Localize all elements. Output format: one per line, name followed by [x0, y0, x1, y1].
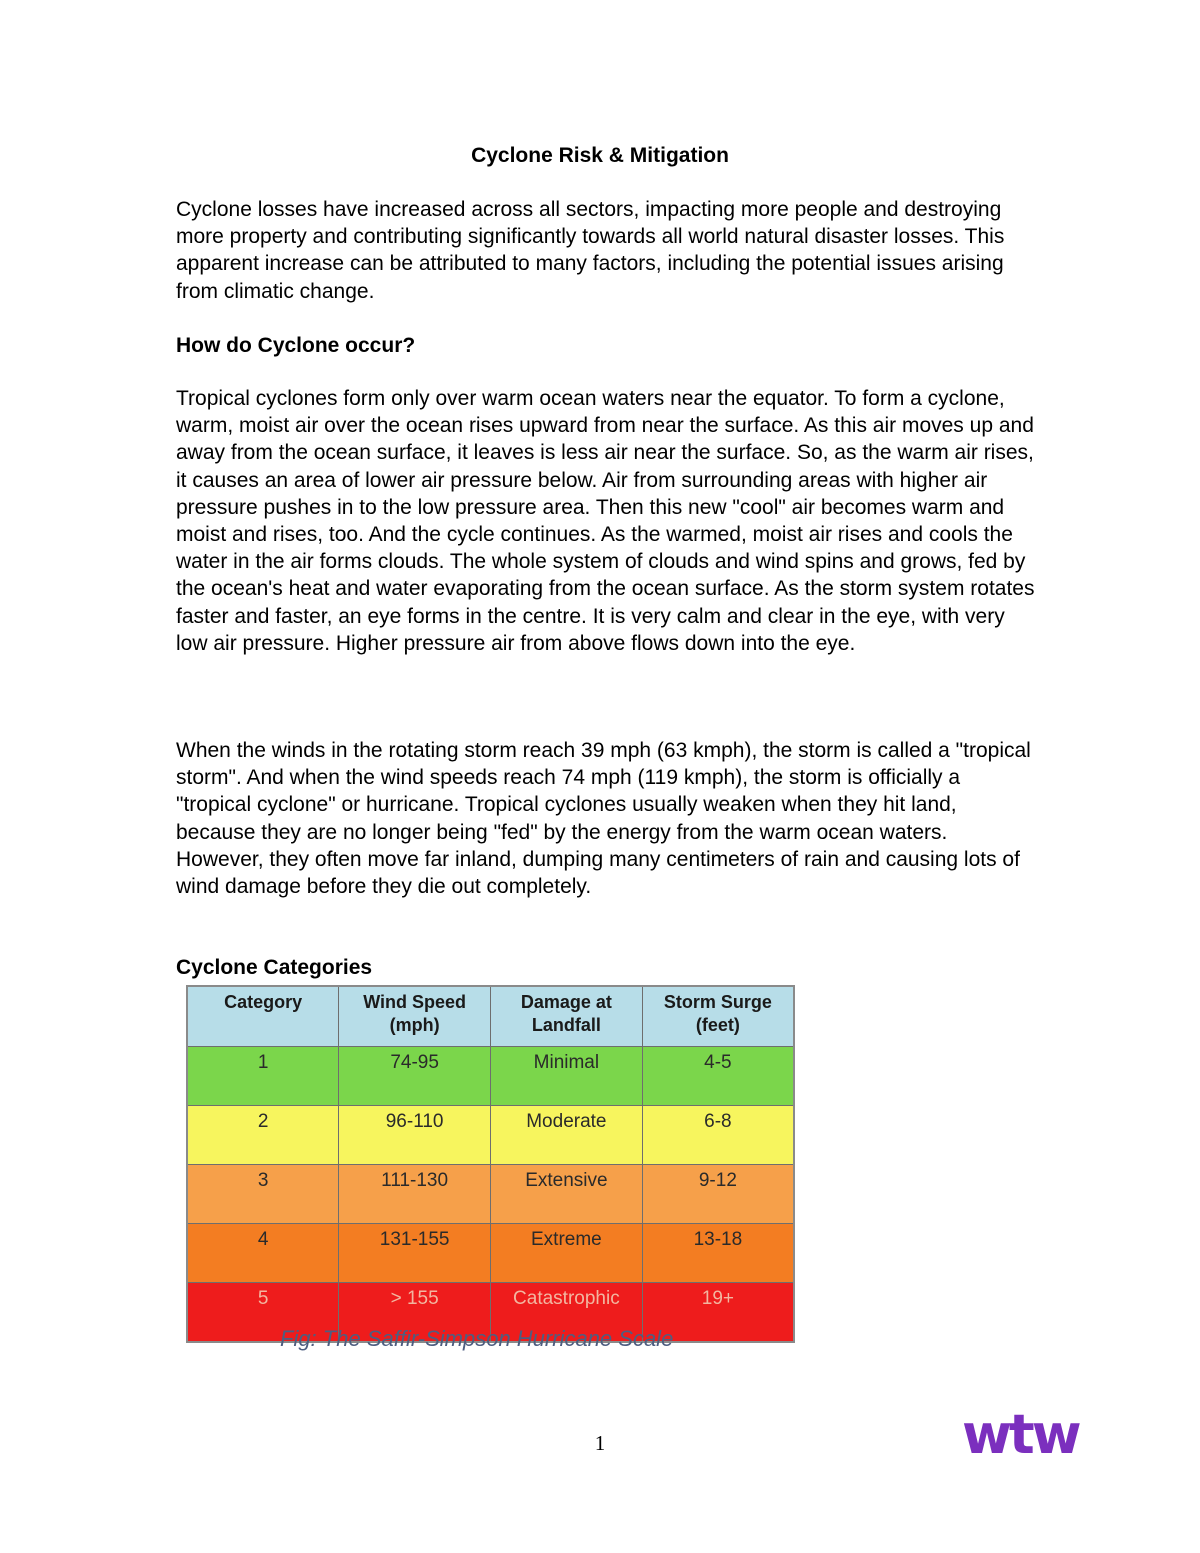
table-header-row	[187, 986, 794, 1047]
cell-category: 1	[187, 1047, 339, 1106]
table-row	[187, 1106, 794, 1165]
section-heading-how-cyclones-occur: How do Cyclone occur?	[176, 334, 416, 357]
cell-category: 4	[187, 1224, 339, 1283]
cell-damage: Extensive	[491, 1165, 643, 1224]
formation-paragraph: Tropical cyclones form only over warm ocean waters near the equator. To form a cyclone, warm, moist air over the ocean rises upward from near the surface. As this air moves up and away from the ocean surface, it leaves is less air near the surface. So, as the warm air rises, it causes an area of lower air pressure below. Air from surrounding areas with higher air pressure pushes in to the low pressure area. Then this new "cool" air becomes warm and moist and rises, too. And the cycle continues. As the warmed, moist air rises and cools the water in the air forms clouds. The whole system of clouds and wind spins and grows, fed by the ocean's heat and water evaporating from the ocean surface. As the storm system rotates faster and faster, an eye forms in the centre. It is very calm and clear in the eye, with very low air pressure. Higher pressure air from above flows down into the eye.	[176, 387, 1035, 655]
figure-caption: Fig: The Saffir-Simpson Hurricane Scale	[280, 1326, 674, 1351]
cell-category: 5	[187, 1283, 339, 1343]
cell-wind-speed: 111-130	[339, 1165, 491, 1224]
header-category: Category	[187, 986, 339, 1047]
intro-paragraph: Cyclone losses have increased across all sectors, impacting more people and destroying more property and contributing significantly towards all world natural disaster losses. This apparent increase can be attributed to many factors, including the potential issues arising from climatic change.	[176, 198, 1005, 303]
page-title: Cyclone Risk & Mitigation	[471, 144, 729, 167]
cell-wind-speed: 96-110	[339, 1106, 491, 1165]
header-damage: Damage at Landfall	[491, 986, 643, 1047]
cell-surge: 13-18	[642, 1224, 794, 1283]
table-row	[187, 1047, 794, 1106]
cell-wind-speed: > 155	[339, 1283, 491, 1343]
cell-damage: Catastrophic	[491, 1283, 643, 1343]
page-number: 1	[594, 1431, 606, 1455]
cell-wind-speed: 131-155	[339, 1224, 491, 1283]
cell-damage: Moderate	[491, 1106, 643, 1165]
section-heading-cyclone-categories: Cyclone Categories	[176, 956, 373, 979]
cell-surge: 4-5	[642, 1047, 794, 1106]
cell-surge: 6-8	[642, 1106, 794, 1165]
cell-damage: Extreme	[491, 1224, 643, 1283]
header-wind-speed: Wind Speed (mph)	[339, 986, 491, 1047]
table-row	[187, 1224, 794, 1283]
wtw-logo: wtw	[962, 1403, 1079, 1466]
table-row	[187, 1165, 794, 1224]
cell-damage: Minimal	[491, 1047, 643, 1106]
storm-stages-paragraph: When the winds in the rotating storm reach 39 mph (63 kmph), the storm is called a "tropical storm". And when the wind speeds reach 74 mph (119 kmph), the storm is officially a "tropical cyclone" or hurricane. Tropical cyclones usually weaken when they hit land, because they are no longer being "fed" by the energy from the warm ocean waters. However, they often move far inland, dumping many centimeters of rain and causing lots of wind damage before they die out completely.	[176, 739, 1031, 899]
cell-surge: 19+	[642, 1283, 794, 1343]
cell-category: 3	[187, 1165, 339, 1224]
cell-category: 2	[187, 1106, 339, 1165]
cell-surge: 9-12	[642, 1165, 794, 1224]
cell-wind-speed: 74-95	[339, 1047, 491, 1106]
saffir-simpson-table	[186, 985, 795, 1343]
header-storm-surge: Storm Surge (feet)	[642, 986, 794, 1047]
